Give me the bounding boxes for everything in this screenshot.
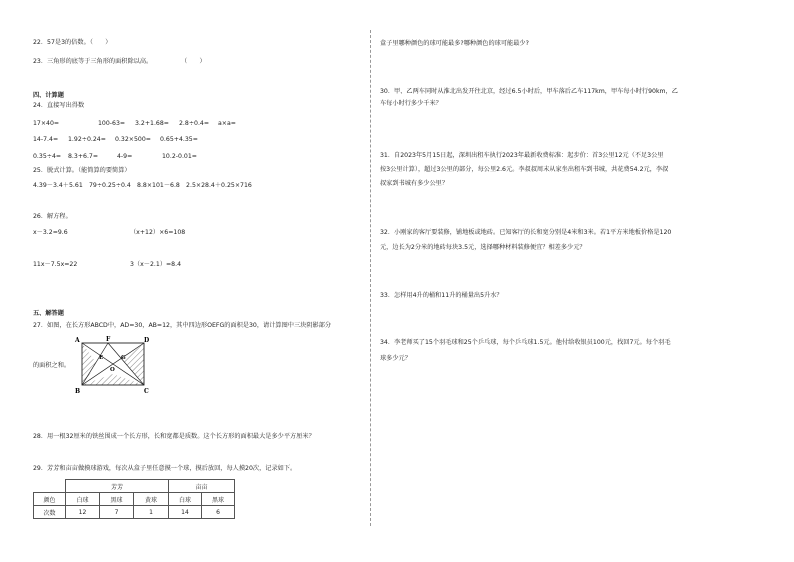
- equation-4: 3（x－2.1）=8.4: [130, 261, 182, 268]
- calc-item: 14-7.4=: [33, 136, 59, 143]
- table-row: [34, 506, 235, 519]
- question-23: 23．三角形的底等于三角形的面积除以高。: [33, 58, 153, 65]
- calc-item: a×a=: [218, 120, 236, 127]
- shaded-region-bottom: [82, 374, 144, 385]
- question-28: 28．用一根32厘米的铁丝围成一个长方形，长和宽都是质数。这个长方形的面积最大是多少平方厘米？: [33, 433, 315, 440]
- section-5-heading: 五、解答题: [33, 310, 64, 317]
- table-cell: 12: [66, 506, 100, 519]
- label-o: O: [110, 367, 115, 373]
- table-row: [34, 493, 235, 506]
- rectangle-figure: [72, 335, 157, 397]
- table-cell: 黄球: [134, 493, 169, 506]
- table-cell: 7: [100, 506, 134, 519]
- table-cell: 白球: [66, 493, 100, 506]
- table-cell: 6: [202, 506, 235, 519]
- question-27: 27．如图，在长方形ABCD中，AD=30，AB=12，其中四边形OEFG的面积是30，请计算图中三块阴影部分: [33, 322, 332, 329]
- question-26: 26．解方程。: [33, 213, 72, 220]
- label-a: A: [75, 337, 80, 344]
- table-header-fangfang: 芳芳: [66, 480, 169, 493]
- label-e: E: [99, 355, 104, 361]
- question-32: 32．小刚家的客厅要装修，铺地板或地砖。已知客厅的长和宽分别是4米和3米。若1平方米地板价格是120: [380, 229, 672, 236]
- question-22: 22．57是3的倍数。（ ）: [33, 39, 112, 46]
- calc-item: 0.65+4.35=: [160, 136, 198, 143]
- calc-item: 0.35÷4=: [33, 153, 62, 160]
- table-cell: 黑球: [202, 493, 235, 506]
- question-31-cont: 按3公里计算），超过3公里的部分，每公里2.6元。李叔叔周末从家坐出租车到书城，共花费54.2元，李叔: [380, 166, 669, 173]
- table-header-mumu: 亩亩: [169, 480, 235, 493]
- question-31-cont-2: 叔家到书城有多少公里？: [380, 180, 449, 187]
- calc-item: 1.92÷0.24=: [68, 136, 106, 143]
- label-b: B: [75, 388, 81, 395]
- table-cell: 1: [134, 506, 169, 519]
- question-29-continued: 盒子里哪种颜色的球可能最多?哪种颜色的球可能最少?: [380, 40, 529, 47]
- table-cell: 次数: [34, 506, 66, 519]
- question-23-blank: （ ）: [181, 58, 206, 65]
- equation-2: （x+12）×6=108: [130, 229, 186, 236]
- ball-tally-table: [33, 479, 235, 519]
- label-f: F: [106, 336, 111, 343]
- equation-3: 11x－7.5x=22: [33, 261, 78, 268]
- question-34: 34．李老师买了15个羽毛球和25个乒乓球，每个乒乓球1.5元。他付给收银员100元，找回7元。每个羽毛: [380, 339, 671, 346]
- calc-item: 100-63=: [98, 120, 126, 127]
- question-27-cont: 的面积之和。: [33, 362, 71, 369]
- calc-item: 4-9=: [117, 153, 133, 160]
- calc-item: 17×40=: [33, 120, 60, 127]
- table-cell: 14: [169, 506, 202, 519]
- question-24: 24．直接写出得数: [33, 102, 85, 109]
- calc-item: 3.2+1.68=: [135, 120, 169, 127]
- question-33: 33．怎样用4升的桶和11升的桶量出5升水？: [380, 292, 503, 299]
- question-25: 25．脱式计算。（能简算的要简算）: [33, 167, 131, 174]
- question-34-cont: 球多少元？: [380, 355, 411, 362]
- label-g: G: [121, 355, 126, 361]
- question-29: 29．芳芳和亩亩做摸球游戏，每次从盒子里任意摸一个球，摸后放回，每人摸20次，记录如下。: [33, 465, 297, 472]
- calc-item: 8.3+6.7=: [68, 153, 99, 160]
- label-c: C: [144, 388, 149, 395]
- table-cell: 白球: [169, 493, 202, 506]
- calc-item: 0.32×500=: [115, 136, 151, 143]
- calc-item: 2.8÷0.4=: [179, 120, 210, 127]
- question-25-expressions: 4.39－3.4＋5.61 79÷0.25÷0.4 8.8×101－6.8 2.5×28.4＋0.25×716: [33, 182, 252, 189]
- equation-1: x－3.2=9.6: [33, 229, 68, 236]
- calc-item: 10.2-0.01=: [162, 153, 197, 160]
- table-cell: 黑球: [100, 493, 134, 506]
- table-cell: 颜色: [34, 493, 66, 506]
- question-30: 30．甲、乙两车同时从淮北出发开往北京，经过6.5小时后，甲车落后乙车117km，甲车每小时行90km，乙: [380, 88, 678, 95]
- label-d: D: [144, 337, 150, 344]
- question-30-cont: 车每小时行多少千米？: [380, 100, 442, 107]
- question-32-cont: 元，边长为2分米的地砖每块3.5元，选择哪种材料装修便宜？相差多少元？: [380, 244, 586, 251]
- question-31: 31．自2023年5月15日起，深圳出租车执行2023年最新收费标准：起步价：首3公里12元（不足3公里: [380, 152, 664, 159]
- column-divider: [370, 30, 371, 526]
- section-4-heading: 四、计算题: [33, 92, 64, 99]
